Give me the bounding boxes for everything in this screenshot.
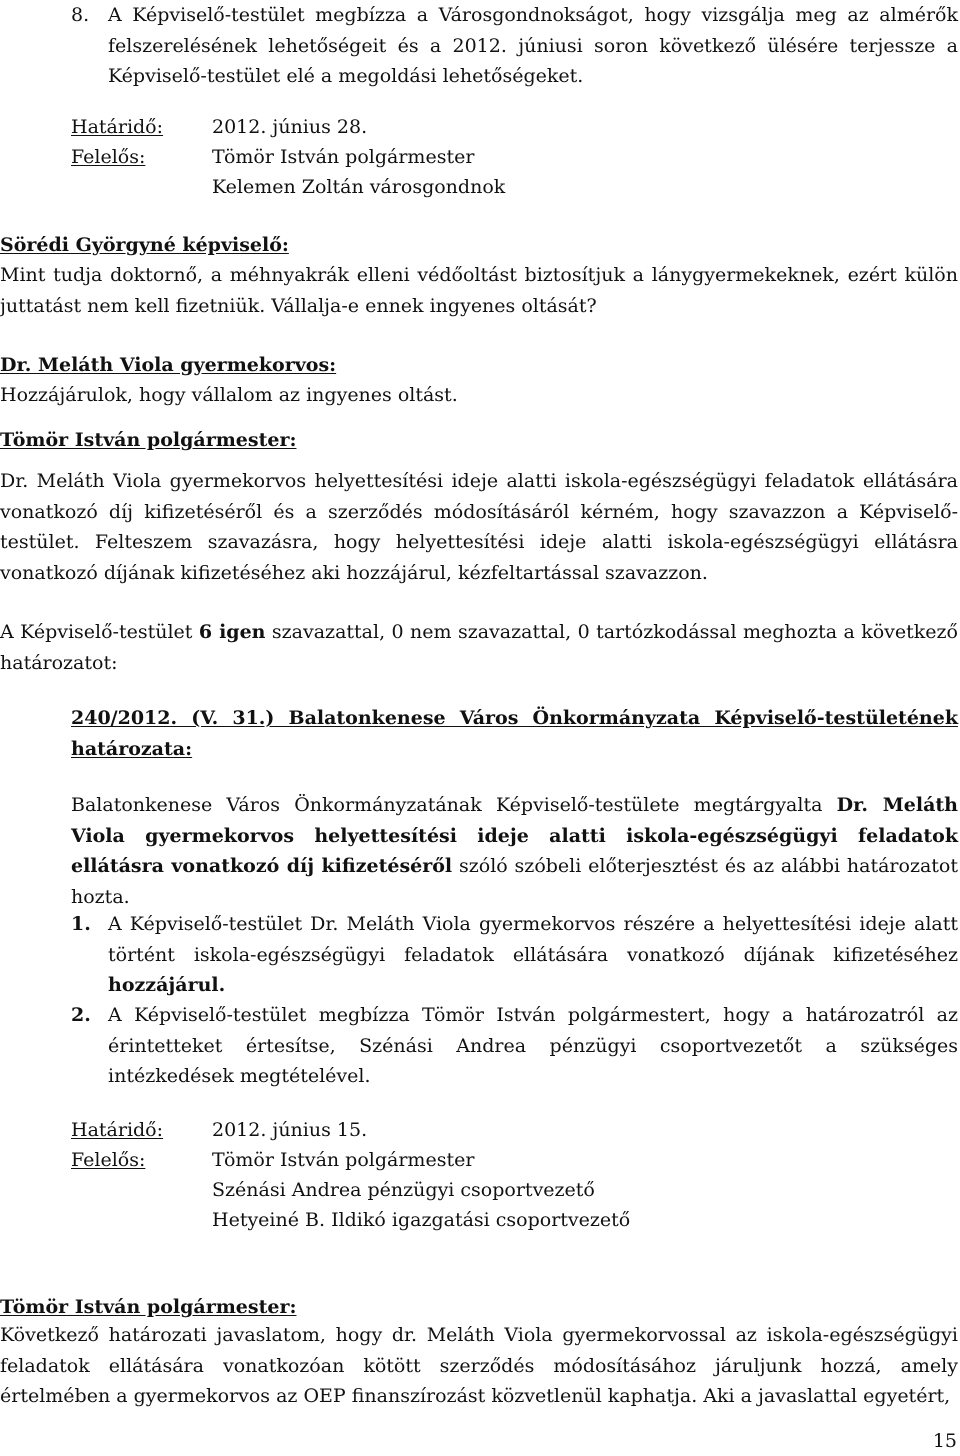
deadline-value: 2012. június 28. (212, 116, 368, 138)
deadline-label: Határidő: (71, 1119, 164, 1141)
resolution-title: 240/2012. (V. 31.) Balatonkenese Város Önkormányzata Képviselő-testületének határozata: (71, 707, 958, 760)
responsible-person: Tömör István polgármester (212, 1149, 475, 1171)
list-number: 1. (71, 913, 91, 935)
list-text: A Képviselő-testület Dr. Meláth Viola gyermekorvos részére a helyettesítési ideje alatt történt iskola-egészségügyi feladatok ellátására vonatkozó díjának kifizetéséhez (108, 913, 958, 966)
vote-count: 6 igen (198, 621, 266, 643)
resolution-subject: Dr. Meláth Viola gyermekorvos helyettesítési ideje alatti iskola-egészségügyi feladatok ellátásra vonatkozó díj kifizetéséről (71, 794, 958, 877)
list-number: 2. (71, 1004, 91, 1026)
list-text-bold: hozzájárul. (108, 974, 226, 996)
speech-text: Dr. Meláth Viola gyermekorvos helyettesítési ideje alatti iskola-egészségügyi feladatok ellátására vonatkozó díj kifizetéséről és a szerződés módosításáról kérném, hogy szavazzon a Képviselő-testület. Felteszem szavazásra, hogy helyettesítési ideje alatti iskola-egészségügyi ellátásra vonatkozó díjának kifizetéséhez aki hozzájárul, kézfeltartással szavazzon. (0, 470, 958, 584)
resolution-intro-text: Balatonkenese Város Önkormányzatának Képviselő-testülete megtárgyalta (71, 794, 837, 816)
speaker-name: Tömör István polgármester: (0, 1296, 297, 1318)
resolution-intro (71, 790, 958, 912)
responsible-person: Tömör István polgármester (212, 146, 475, 168)
speaker-name: Sörédi Györgyné képviselő: (0, 234, 289, 256)
speech-text: Mint tudja doktornő, a méhnyakrák elleni védőoltást biztosítjuk a lánygyermekeknek, ezért külön juttatást nem kell fizetniük. Vállalja-e ennek ingyenes oltását? (0, 264, 958, 317)
responsible-person: Szénási Andrea pénzügyi csoportvezető (212, 1179, 595, 1201)
responsible-row (71, 142, 474, 173)
speech-text: Hozzájárulok, hogy vállalom az ingyenes oltást. (0, 384, 458, 406)
resolution-intro-text: szóló szóbeli előterjesztést és az alábbi határozatot hozta. (71, 855, 959, 908)
speaker-name: Tömör István polgármester: (0, 429, 297, 451)
responsible-row (71, 1145, 474, 1176)
list-text: A Képviselő-testület megbízza a Városgondnokságot, hogy vizsgálja meg az almérők felszerelésének lehetőségeit és a 2012. júniusi soron következő ülésére terjessze a Képviselő-testület elé a megoldási lehetőségeket. (108, 4, 958, 87)
vote-text: szavazattal, 0 nem szavazattal, 0 tartózkodással meghozta a következő határozatot: (0, 621, 958, 674)
deadline-value: 2012. június 15. (212, 1119, 368, 1141)
responsible-label: Felelős: (71, 1149, 146, 1171)
speaker-name: Dr. Meláth Viola gyermekorvos: (0, 354, 337, 376)
deadline-row (71, 1115, 367, 1146)
page-number: 15 (932, 1430, 957, 1452)
speech-text: Következő határozati javaslatom, hogy dr. Meláth Viola gyermekorvossal az iskola-egészségügyi feladatok ellátására vonatkozóan kötött szerződés módosításához járuljunk hozzá, amely értelmében a gyermekorvos az OEP finanszírozást közvetlenül kaphatja. Aki a javaslattal egyetért, (0, 1324, 958, 1407)
resolution-item-1 (71, 909, 958, 1001)
responsible-person: Hetyeiné B. Ildikó igazgatási csoportvezető (212, 1209, 631, 1231)
list-text: A Képviselő-testület megbízza Tömör István polgármestert, hogy a határozatról az érintetteket értesítse, Szénási Andrea pénzügyi csoportvezetőt a szükséges intézkedések megtételével. (108, 1004, 958, 1087)
list-number: 8. (71, 4, 90, 26)
responsible-label: Felelős: (71, 146, 146, 168)
deadline-row (71, 112, 367, 143)
resolution-item-2 (71, 1000, 958, 1092)
vote-text: A Képviselő-testület (0, 621, 199, 643)
deadline-label: Határidő: (71, 116, 164, 138)
responsible-person: Kelemen Zoltán városgondnok (212, 176, 506, 198)
vote-result (0, 617, 958, 678)
list-item-8 (71, 0, 958, 92)
